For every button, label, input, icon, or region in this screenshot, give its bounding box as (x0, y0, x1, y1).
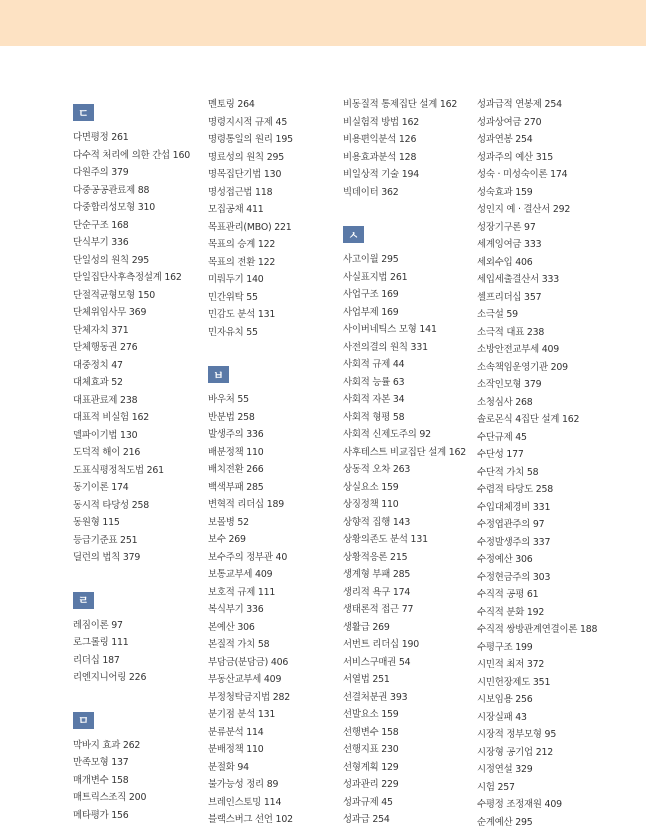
index-entry: 보몰병 52 (208, 516, 249, 528)
index-entry: 단절적균형모형 150 (73, 289, 156, 301)
index-entry: 시정연설 329 (477, 764, 533, 775)
section-spacer (73, 687, 205, 704)
index-entry: 목표의 승계 122 (208, 239, 276, 250)
index-entry: 성과주의 예산 315 (477, 151, 553, 163)
index-entry: 단체자치 371 (73, 324, 129, 336)
index-entry: 부동산교부세 409 (208, 674, 282, 685)
index-entry: 다중공공관료제 88 (73, 184, 150, 196)
section-spacer (343, 201, 475, 218)
index-entry: 선행지표 230 (343, 744, 399, 755)
index-entry: 수평정 조정재원 409 (477, 799, 562, 810)
index-entry: 다원주의 379 (73, 167, 129, 178)
index-entry: 사회적 자본 34 (343, 394, 405, 405)
index-entry: 상황적응론 215 (343, 551, 408, 563)
index-entry: 멘토링 264 (208, 99, 255, 110)
index-entry: 상징정책 110 (343, 499, 399, 510)
index-entry: 성과관리 229 (343, 779, 399, 790)
index-entry: 소극설 59 (477, 309, 518, 320)
index-entry: 동시적 타당성 258 (73, 499, 149, 511)
index-entry: 시장적 정부모형 95 (477, 729, 557, 740)
header-band (0, 0, 646, 46)
index-entry: 상향적 집행 143 (343, 516, 411, 528)
section-spacer (208, 341, 340, 358)
index-entry: 소극적 대표 238 (477, 326, 545, 338)
section-letter-badge: ㅅ (343, 226, 364, 243)
section-letter-badge: ㅂ (208, 366, 229, 383)
index-entry: 보통교부세 409 (208, 569, 273, 580)
index-entry: 수평구조 199 (477, 641, 533, 653)
index-entry: 복식부기 336 (208, 604, 264, 615)
index-entry: 사전의결의 원칙 331 (343, 341, 428, 353)
index-entry: 성숙효과 159 (477, 186, 533, 198)
index-entry: 막바지 효과 262 (73, 739, 141, 751)
index-entry: 수직적 분화 192 (477, 606, 545, 618)
index-entry: 분절화 94 (208, 761, 249, 773)
index-entry: 사회적 능률 63 (343, 376, 405, 388)
index-entry: 다수적 처리에 의한 간섭 160 (73, 149, 190, 161)
index-entry: 분기점 분석 131 (208, 709, 276, 720)
index-entry: 보수 269 (208, 534, 246, 545)
section-letter-badge: ㄹ (73, 592, 94, 609)
index-entry: 발생주의 336 (208, 429, 264, 440)
index-entry: 사후테스트 비교집단 설계 162 (343, 446, 467, 458)
index-entry: 수직적 쌍방관계연결이론 188 (477, 624, 598, 635)
index-entry: 성과급 254 (343, 814, 390, 825)
index-entry: 단체위임사무 369 (73, 307, 147, 318)
index-entry: 순계예산 295 (477, 816, 533, 828)
index-entry: 생활급 269 (343, 621, 390, 633)
index-entry: 수정발생주의 337 (477, 536, 551, 548)
index-entry: 수렴적 타당도 258 (477, 484, 553, 495)
index-entry: 상황의존도 분석 131 (343, 534, 428, 545)
index-entry: 시험 257 (477, 781, 515, 793)
index-entry: 대중정치 47 (73, 359, 123, 371)
section-letter-badge: ㅁ (73, 712, 94, 729)
index-entry: 분류분석 114 (208, 726, 264, 738)
index-entry: 세계잉여금 333 (477, 239, 542, 250)
index-entry: 목표관리(MBO) 221 (208, 221, 292, 233)
index-entry: 등급기준표 251 (73, 534, 138, 546)
index-entry: 성인지 예 · 결산서 292 (477, 204, 571, 215)
index-entry: 선발요소 159 (343, 709, 399, 720)
index-entry: 민감도 분석 131 (208, 309, 276, 320)
index-entry: 서번트 리더십 190 (343, 639, 419, 650)
index-entry: 배분정책 110 (208, 446, 264, 458)
index-entry: 델파이기법 130 (73, 429, 138, 441)
index-column-2 (208, 96, 340, 829)
index-entry: 수정예산 306 (477, 554, 533, 565)
index-entry: 시보임용 256 (477, 694, 533, 705)
index-entry: 부담금(분담금) 406 (208, 656, 289, 668)
index-entry: 수단적 가치 58 (477, 466, 539, 478)
index-entry: 모집공채 411 (208, 204, 264, 215)
index-entry: 사이버네틱스 모형 141 (343, 324, 437, 335)
index-entry: 성과상여금 270 (477, 116, 542, 128)
index-entry: 생태론적 접근 77 (343, 604, 414, 615)
index-entry: 레짐이론 97 (73, 619, 123, 631)
index-entry: 시장실패 43 (477, 711, 527, 723)
index-entry: 시민적 최저 372 (477, 659, 545, 670)
index-column-4 (477, 96, 609, 831)
index-entry: 성과규제 45 (343, 796, 393, 808)
index-entry: 민간위탁 55 (208, 291, 258, 303)
index-entry: 소방안전교부세 409 (477, 344, 560, 355)
index-entry: 민자유치 55 (208, 326, 258, 338)
index-entry: 변혁적 리더십 189 (208, 499, 284, 510)
index-entry: 동원형 115 (73, 517, 120, 528)
index-entry: 딜런의 법칙 379 (73, 552, 141, 563)
index-entry: 단식부기 336 (73, 237, 129, 248)
index-entry: 소작인모형 379 (477, 379, 542, 390)
index-entry: 분배정책 110 (208, 744, 264, 755)
index-entry: 성과연봉 254 (477, 134, 533, 145)
index-entry: 로그롤링 111 (73, 637, 129, 648)
index-entry: 세입세출결산서 333 (477, 274, 560, 285)
section-spacer (73, 567, 205, 584)
index-entry: 성장기구론 97 (477, 221, 536, 233)
index-entry: 수입대체경비 331 (477, 501, 551, 513)
index-entry: 부정청탁금지법 282 (208, 691, 291, 703)
index-entry: 셀프리더십 357 (477, 291, 542, 303)
index-entry: 수단성 177 (477, 449, 524, 460)
index-entry: 다중합리성모형 310 (73, 202, 156, 213)
index-entry: 동기이론 174 (73, 482, 129, 493)
index-column-3 (343, 96, 475, 829)
index-entry: 서비스구매권 54 (343, 656, 411, 668)
index-entry: 선행변수 158 (343, 726, 399, 738)
index-entry: 대표관료제 238 (73, 394, 138, 406)
index-entry: 상실요소 159 (343, 481, 399, 493)
index-entry: 선결처분권 393 (343, 691, 408, 703)
index-entry: 수단규제 45 (477, 431, 527, 443)
index-entry: 대표적 비실험 162 (73, 412, 149, 423)
index-entry: 사회적 규제 44 (343, 359, 405, 370)
index-entry: 사회적 형평 58 (343, 411, 405, 423)
index-entry: 사업구조 169 (343, 289, 399, 300)
index-entry: 비용효과분석 128 (343, 151, 417, 163)
index-entry: 사실표지법 261 (343, 271, 408, 283)
index-entry: 매개변수 158 (73, 774, 129, 786)
index-entry: 명령지시적 규제 45 (208, 116, 288, 128)
index-entry: 사회적 신제도주의 92 (343, 429, 431, 440)
index-entry: 도덕적 해이 216 (73, 447, 141, 458)
index-entry: 도표식평정척도법 261 (73, 464, 164, 476)
index-entry: 서열법 251 (343, 674, 390, 685)
index-entry: 시장형 공기업 212 (477, 746, 553, 758)
index-entry: 수직적 공평 61 (477, 589, 539, 600)
index-entry: 단순구조 168 (73, 219, 129, 231)
index-entry: 솔로몬식 4집단 설계 162 (477, 414, 580, 425)
index-entry: 명료성의 원칙 295 (208, 151, 284, 163)
index-column-1 (73, 96, 205, 824)
index-entry: 단체행동권 276 (73, 342, 138, 353)
index-entry: 비실험적 방법 162 (343, 116, 419, 128)
index-entry: 대체효과 52 (73, 377, 123, 388)
index-entry: 시민헌장제도 351 (477, 676, 551, 688)
index-entry: 선형계획 129 (343, 761, 399, 773)
index-entry: 바우처 55 (208, 394, 249, 405)
section-letter-badge: ㄷ (73, 104, 94, 121)
index-entry: 만족모형 137 (73, 757, 129, 768)
index-entry: 사고이월 295 (343, 254, 399, 265)
index-entry: 명목집단기법 130 (208, 169, 282, 180)
index-entry: 소속책임운영기관 209 (477, 361, 568, 373)
index-entry: 성과급적 연봉제 254 (477, 99, 562, 110)
index-entry: 생리적 욕구 174 (343, 586, 411, 598)
index-entry: 목표의 전환 122 (208, 256, 276, 268)
index-entry: 세외수입 406 (477, 256, 533, 268)
index-entry: 소청심사 268 (477, 396, 533, 408)
index-entry: 수정현금주의 303 (477, 571, 551, 583)
index-entry: 배치전환 266 (208, 464, 264, 475)
index-entry: 명령통일의 원리 195 (208, 134, 293, 145)
index-entry: 생계형 부패 285 (343, 569, 411, 580)
index-entry: 리더십 187 (73, 654, 120, 666)
index-entry: 상동적 오차 263 (343, 464, 411, 475)
index-entry: 빅데이터 362 (343, 186, 399, 198)
index-entry: 보수주의 정부관 40 (208, 551, 288, 563)
index-entry: 반분법 258 (208, 411, 255, 423)
index-entry: 불가능성 정리 89 (208, 779, 279, 790)
index-entry: 백색부패 285 (208, 481, 264, 493)
index-entry: 다면평정 261 (73, 132, 129, 143)
index-entry: 보호적 규제 111 (208, 586, 276, 598)
index-entry: 단일집단사후측정설계 162 (73, 272, 182, 283)
index-entry: 리엔지니어링 226 (73, 672, 147, 683)
index-entry: 매트릭스조직 200 (73, 792, 147, 803)
index-entry: 성숙 · 미성숙이론 174 (477, 169, 568, 180)
index-entry: 명성접근법 118 (208, 186, 273, 198)
index-entry: 본예산 306 (208, 621, 255, 633)
index-entry: 브레인스토밍 114 (208, 796, 282, 808)
index-entry: 블랙스버그 선언 102 (208, 814, 293, 825)
index-entry: 비일상적 기술 194 (343, 169, 419, 180)
index-entry: 수정엽관주의 97 (477, 519, 545, 530)
index-entry: 비동질적 통제집단 설계 162 (343, 99, 458, 110)
index-entry: 사업부제 169 (343, 306, 399, 318)
index-entry: 본질적 가치 58 (208, 639, 270, 650)
index-entry: 미뤄두기 140 (208, 274, 264, 285)
index-entry: 단일성의 원칙 295 (73, 254, 149, 266)
index-entry: 비용편익분석 126 (343, 134, 417, 145)
index-entry: 메타평가 156 (73, 809, 129, 821)
